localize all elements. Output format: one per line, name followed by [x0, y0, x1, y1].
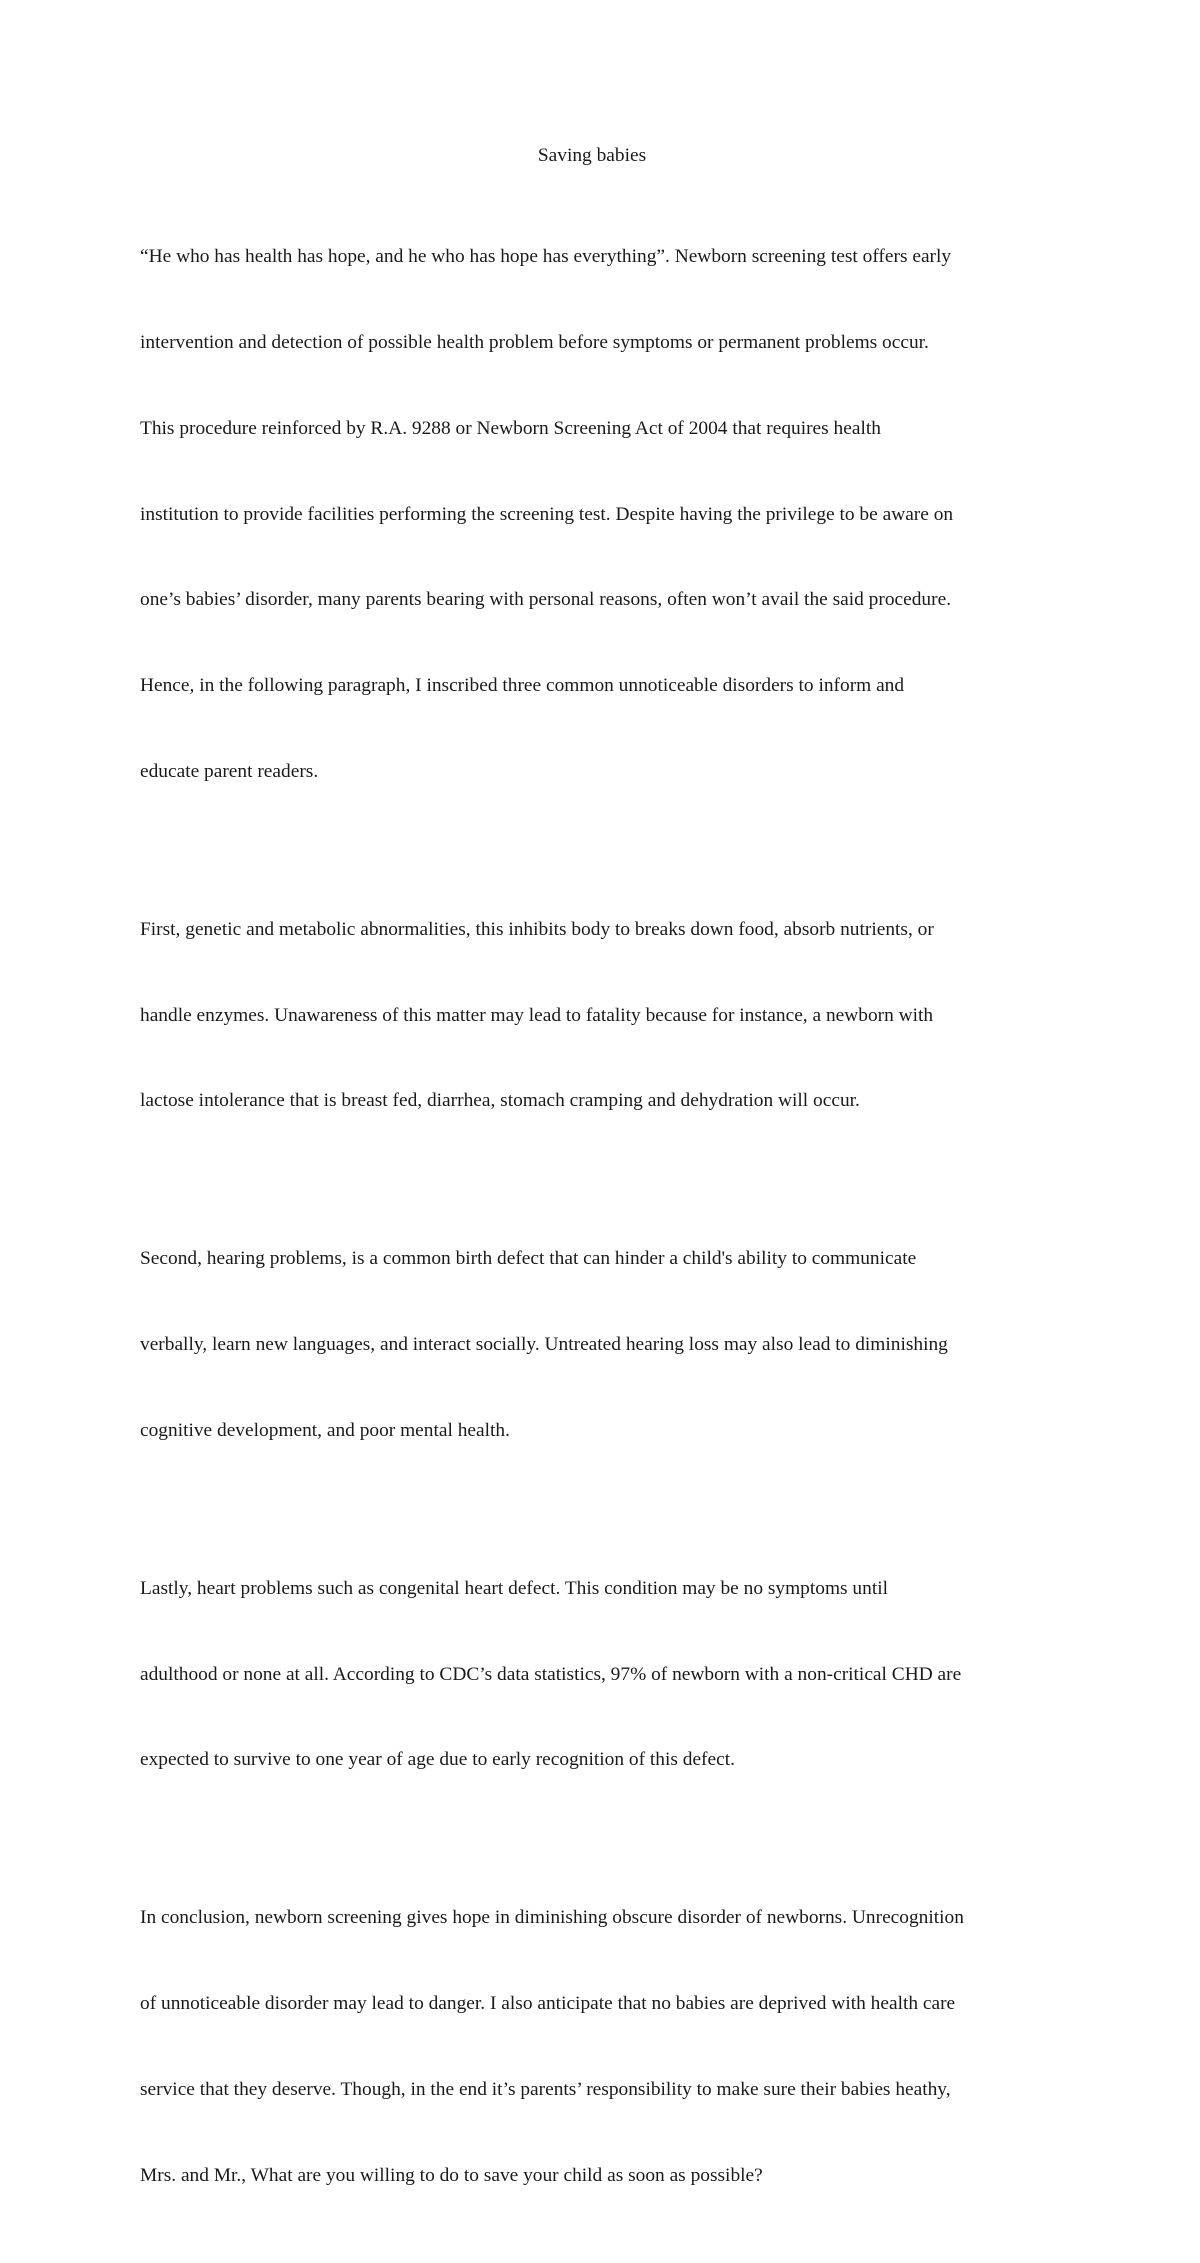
- text-line: service that they deserve. Though, in the end it’s parents’ responsibility to make sure their babies heathy,: [140, 2079, 951, 2100]
- text-line: intervention and detection of possible health problem before symptoms or permanent problems occur.: [140, 331, 929, 353]
- text-line: Lastly, heart problems such as congenital heart defect. This condition may be no symptoms until: [140, 1577, 888, 1599]
- text-line: In conclusion, newborn screening gives hope in diminishing obscure disorder of newborns. Unrecognition: [140, 1907, 964, 1929]
- text-line: Second, hearing problems, is a common birth defect that can hinder a child's ability to communicate: [140, 1248, 917, 1270]
- text-line: expected to survive to one year of age due to early recognition of this defect.: [140, 1749, 735, 1771]
- paragraph-first: [140, 859, 1070, 1174]
- text-line: institution to provide facilities performing the screening test. Despite having the privilege to be aware on: [140, 503, 954, 525]
- text-line: lactose intolerance that is breast fed, diarrhea, stomach cramping and dehydration will occur.: [140, 1090, 860, 1112]
- text-line: verbally, learn new languages, and interact socially. Untreated hearing loss may also lead to diminishing: [140, 1334, 948, 1356]
- text-line: Mrs. and Mr., What are you willing to do to save your child as soon as possible?: [140, 2164, 763, 2186]
- paragraph-conclusion: [140, 1847, 1070, 2247]
- text-line: one’s babies’ disorder, many parents bearing with personal reasons, often won’t avail the said procedure.: [140, 589, 952, 611]
- text-line: This procedure reinforced by R.A. 9288 or Newborn Screening Act of 2004 that requires health: [140, 417, 881, 439]
- paragraph-lastly: [140, 1518, 1070, 1833]
- document-body: [140, 186, 1070, 2263]
- text-line: handle enzymes. Unawareness of this matter may lead to fatality because for instance, a newborn with: [140, 1004, 934, 1026]
- text-line: cognitive development, and poor mental health.: [140, 1419, 510, 1441]
- paragraph-intro: [140, 186, 1070, 844]
- text-line: adulthood or none at all. According to CDC’s data statistics, 97% of newborn with a non-critical CHD are: [140, 1663, 962, 1685]
- text-line: Hence, in the following paragraph, I inscribed three common unnoticeable disorders to inform and: [140, 675, 905, 697]
- text-line: First, genetic and metabolic abnormalities, this inhibits body to breaks down food, absorb nutrients, or: [140, 918, 934, 940]
- paragraph-second: [140, 1188, 1070, 1503]
- text-line: of unnoticeable disorder may lead to danger. I also anticipate that no babies are deprived with health care: [140, 1993, 956, 2015]
- text-line: “He who has health has hope, and he who has hope has everything”. Newborn screening test offers early: [140, 246, 952, 268]
- text-line: educate parent readers.: [140, 760, 319, 782]
- document-title: Saving babies: [537, 145, 647, 166]
